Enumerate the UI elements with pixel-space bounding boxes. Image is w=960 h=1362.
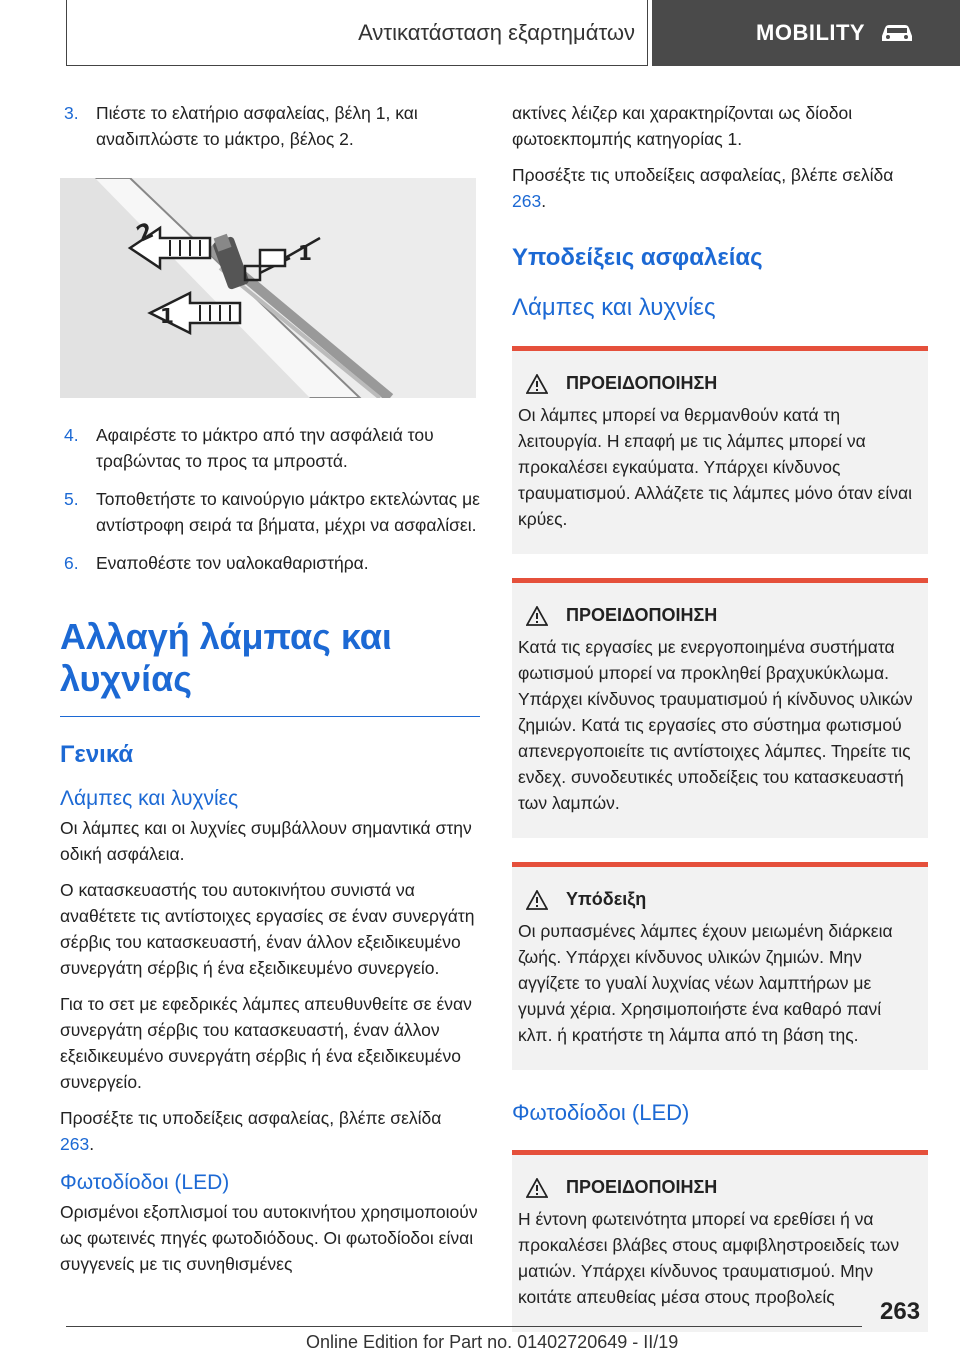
left-column: [60, 100, 480, 1287]
warning-box-heat: [512, 346, 928, 554]
wiper-illustration: [60, 178, 476, 398]
heading-led-right: Φωτοδίοδοι (LED): [512, 1100, 690, 1125]
chapter-heading: [60, 616, 480, 700]
warning-triangle-icon: [526, 1178, 548, 1198]
warning-text: Οι λάμπες μπορεί να θερμανθούν κατά τη λειτουργία. Η επαφή με τις λάμπες μπορεί να προκαλέσει εγκαύματα. Υπάρχει κίνδυνος τραυματισμού. Αλλάζετε τις λάμπες μόνο όταν είναι κρύες.: [518, 405, 913, 529]
chapter-heading-line2: λυχνίας: [60, 658, 193, 699]
warning-text: Η έντονη φωτεινότητα μπορεί να ερεθίσει ή να προκαλέσει βλάβες στους αμφιβληστροειδείς των ματιών. Υπάρχει κίνδυνος τραυματισμού. Μην κοιτάτε απευθείας μέσα στους προβολείς: [518, 1209, 900, 1307]
note-title: Υπόδειξη: [566, 889, 647, 909]
warning-triangle-icon: [526, 606, 548, 626]
paragraph-safety: Οι λάμπες και οι λυχνίες συμβάλλουν σημαντικά στην οδική ασφάλεια.: [60, 818, 472, 864]
heading-general: Γενικά: [60, 741, 134, 768]
step-text: Εναποθέστε τον υαλοκαθαριστήρα.: [96, 553, 369, 573]
page-link-263[interactable]: 263: [60, 1134, 90, 1154]
step-6: [60, 550, 480, 576]
figure-label-1a: 1: [298, 241, 312, 265]
paragraph-manufacturer: Ο κατασκευαστής του αυτοκινήτου συνιστά να αναθέτετε τις αντίστοιχες εργασίες σε έναν συνεργάτη σέρβις του κατασκευαστή, έναν άλλον εξειδικευμένο συνεργάτη σέρβις ή ένα εξειδικευμένο συνεργείο.: [60, 880, 475, 978]
heading-rule: [60, 716, 480, 717]
step-5: [60, 486, 480, 538]
paragraph-led-continued: ακτίνες λέιζερ και χαρακτηρίζονται ως δίοδοι φωτοεκπομπής κατηγορίας 1.: [512, 103, 853, 149]
step-text: Πιέστε το ελατήριο ασφαλείας, βέλη 1, και αναδιπλώστε το μάκτρο, βέλος 2.: [96, 103, 418, 149]
paragraph-safety-ref-right: Προσέξτε τις υποδείξεις ασφαλείας, βλέπε σελίδα 263.: [512, 165, 894, 211]
footer-edition: Online Edition for Part no. 01402720649 - II/19: [306, 1332, 679, 1352]
heading-safety-notes: Υποδείξεις ασφαλείας: [512, 244, 763, 271]
header-category: [652, 0, 960, 66]
note-text: Οι ρυπασμένες λάμπες έχουν μειωμένη διάρκεια ζωής. Υπάρχει κίνδυνος υλικών ζημιών. Μην αγγίζετε το γυαλί λυχνίας νέων λαμπτήρων με γυμνά χέρια. Χρησιμοποιήστε ένα καθαρό πανί κλπ. ή κρατήστε τη λάμπα από τη βάση της.: [518, 921, 893, 1045]
heading-led: Φωτοδίοδοι (LED): [60, 1171, 230, 1194]
car-icon: [879, 22, 915, 44]
heading-lamps: Λάμπες και λυχνίες: [60, 787, 239, 810]
step-4: [60, 422, 480, 474]
step-number: 4.: [64, 425, 79, 445]
header-section-title: [66, 0, 648, 66]
paragraph-led: Ορισμένοι εξοπλισμοί του αυτοκινήτου χρησιμοποιούν ως φωτεινές πηγές φωτοδιόδους. Οι φωτοδίοδοι είναι συγγενείς με τις συνηθισμένες: [60, 1202, 478, 1274]
step-number: 5.: [64, 489, 79, 509]
section-title: Αντικατάσταση εξαρτημάτων: [358, 19, 635, 45]
warning-triangle-icon: [526, 374, 548, 394]
figure-label-1b: 1: [160, 304, 174, 328]
heading-lamps-right: Λάμπες και λυχνίες: [512, 294, 716, 321]
right-column: [512, 100, 928, 1332]
step-number: 6.: [64, 553, 79, 573]
warning-title: ΠΡΟΕΙΔΟΠΟΙΗΣΗ: [566, 1177, 718, 1197]
page-link-263-right[interactable]: 263: [512, 191, 542, 211]
warning-text: Κατά τις εργασίες με ενεργοποιημένα συστήματα φωτισμού μπορεί να προκληθεί βραχυκύκλωμα. Υπάρχει κίνδυνος τραυματισμού ή κίνδυνος υλικών ζημιών. Κατά τις εργασίες στο σύστημα φωτισμού απενεργοποιείτε τις αντίστοιχες λάμπες. Τηρείτε τις ενδεχ. συνοδευτικές υποδείξεις του κατασκευαστή των λαμπών.: [518, 637, 913, 813]
category-label: MOBILITY: [756, 20, 866, 45]
paragraph-safety-ref: Προσέξτε τις υποδείξεις ασφαλείας, βλέπε σελίδα 263.: [60, 1108, 442, 1154]
chapter-heading-line1: Αλλαγή λάμπας και: [60, 616, 392, 657]
warning-triangle-icon: [526, 890, 548, 910]
warning-box-led: [512, 1150, 928, 1332]
wiper-figure: [60, 178, 476, 398]
page-number: 263: [880, 1298, 921, 1325]
step-text: Αφαιρέστε το μάκτρο από την ασφάλειά του τραβώντας το προς τα μπροστά.: [96, 425, 434, 471]
step-number: 3.: [64, 103, 79, 123]
step-text: Τοποθετήστε το καινούργιο μάκτρο εκτελώντας με αντίστροφη σειρά τα βήματα, μέχρι να ασφαλίσει.: [96, 489, 480, 535]
footer-rule: [66, 1326, 862, 1327]
warning-title: ΠΡΟΕΙΔΟΠΟΙΗΣΗ: [566, 605, 718, 625]
warning-box-short-circuit: [512, 578, 928, 838]
warning-title: ΠΡΟΕΙΔΟΠΟΙΗΣΗ: [566, 373, 718, 393]
figure-label-2: 2: [133, 218, 158, 248]
step-3: [60, 100, 480, 152]
paragraph-spare-set: Για το σετ με εφεδρικές λάμπες απευθυνθείτε σε έναν συνεργάτη σέρβις του κατασκευαστή, έναν άλλον εξειδικευμένο συνεργάτη σέρβις ή ένα εξειδικευμένο συνεργείο.: [60, 994, 472, 1092]
note-box-dirty-lamps: [512, 862, 928, 1070]
